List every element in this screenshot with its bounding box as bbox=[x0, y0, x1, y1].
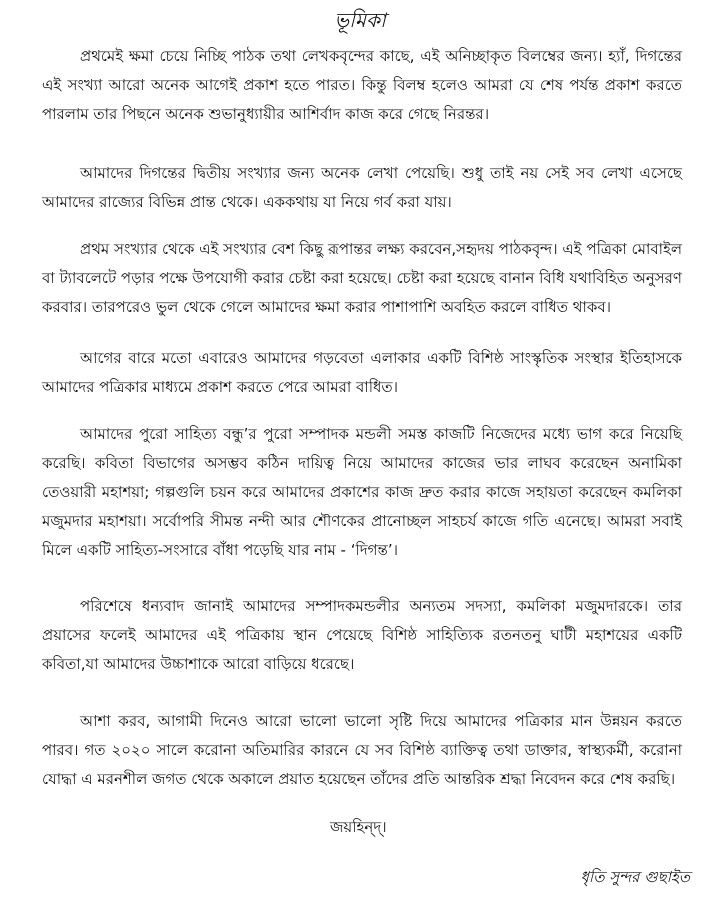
closing-salutation: জয়হিন্দ্। bbox=[330, 818, 387, 836]
author-signature: ধৃতি সুন্দর গুছাইত bbox=[580, 868, 690, 886]
paragraph-cultural-history: আগের বারে মতো এবারেও আমাদের গড়বেতা এলাকার একটি বিশিষ্ঠ সাংস্কৃতিক সংস্থার ইতিহাসকে আমাদের পত্রিকার মাধ্যমে প্রকাশ করতে পেরে আমরা বাধিত। bbox=[42, 349, 682, 396]
paragraph-submissions: আমাদের দিগন্তের দ্বিতীয় সংখ্যার জন্য অনেক লেখা পেয়েছি। শুধু তাই নয় সেই সব লেখা এসেছে আমাদের রাজ্যের বিভিন্ন প্রান্ত থেকে। এককথায় যা নিয়ে গর্ব করা যায়। bbox=[42, 164, 682, 211]
paragraph-thanks: পরিশেষে ধন্যবাদ জানাই আমাদের সম্পাদকমন্ডলীর অন্যতম সদস্যা, কমলিকা মজুমদারকে। তার প্রয়াসের ফলেই আমাদের এই পত্রিকায় স্থান পেয়েছে বিশিষ্ঠ সাহিত্যিক রতনতনু ঘাটী মহাশয়ের একটি কবিতা,যা আমাদের উচ্চাশাকে আরো বাড়িয়ে ধরেছে। bbox=[42, 597, 682, 673]
paragraph-changes: প্রথম সংখ্যার থেকে এই সংখ্যার বেশ কিছু রূপান্তর লক্ষ্য করবেন,সহৃদয় পাঠকবৃন্দ। এই পত্রিকা মোবাইল বা ট্যাবলেটে পড়ার পক্ষে উপযোগী করার চেষ্টা করা হয়েছে। চেষ্টা করা হয়েছে বানান বিধি যথাবিহিত অনুসরণ করবার। তারপরেও ভুল থেকে গেলে আমাদের ক্ষমা করার পাশাপাশি অবহিত করলে বাধিত থাকব। bbox=[42, 240, 682, 316]
paragraph-editorial-team: আমাদের পুরো সাহিত্য বন্ধু’র পুরো সম্পাদক মন্ডলী সমস্ত কাজটি নিজেদের মধ্যে ভাগ করে নিয়েছি করেছি। কবিতা বিভাগের অসম্ভব কঠিন দায়িত্ব নিয়ে আমাদের কাজের ভার লাঘব করেছেন অনামিকা তেওয়ারী মহাশয়া; গল্পগুলি চয়ন করে আমাদের প্রকাশের কাজ দ্রুত করার কাজে সহায়তা করেছেন কমলিকা মজুমদার মহাশয়া। সর্বোপরি সীমন্ত নন্দী আর শৌণকের প্রানোচ্ছল সাহচর্য কাজে গতি এনেছে। আমরা সবাই মিলে একটি সাহিত্য-সংসারে বাঁধা পড়েছি যার নাম - ‘দিগন্ত’। bbox=[42, 425, 682, 559]
paragraph-apology: প্রথমেই ক্ষমা চেয়ে নিচ্ছি পাঠক তথা লেখকবৃন্দের কাছে, এই অনিচ্ছাকৃত বিলম্বের জন্য। হ্যাঁ, দিগন্তের এই সংখ্যা আরো অনেক আগেই প্রকাশ হতে পারত। কিন্তু বিলম্ব হলেও আমরা যে শেষ পর্যন্ত প্রকাশ করতে পারলাম তার পিছনে অনেক শুভানুধ্যায়ীর আশির্বাদ কাজ করে গেছে নিরন্তর। bbox=[42, 47, 682, 123]
paragraph-tribute: আশা করব, আগামী দিনেও আরো ভালো ভালো সৃষ্টি দিয়ে আমাদের পত্রিকার মান উন্নয়ন করতে পারব। গত ২০২০ সালে করোনা অতিমারির কারনে যে সব বিশিষ্ঠ ব্যাক্তিত্ব তথা ডাক্তার, স্বাস্থ্যকর্মী, করোনা যোদ্ধা এ মরনশীল জগত থেকে অকালে প্রয়াত হয়েছেন তাঁদের প্রতি আন্তরিক শ্রদ্ধা নিবেদন করে শেষ করছি। bbox=[42, 712, 682, 788]
page-title: ভূমিকা bbox=[334, 8, 386, 32]
